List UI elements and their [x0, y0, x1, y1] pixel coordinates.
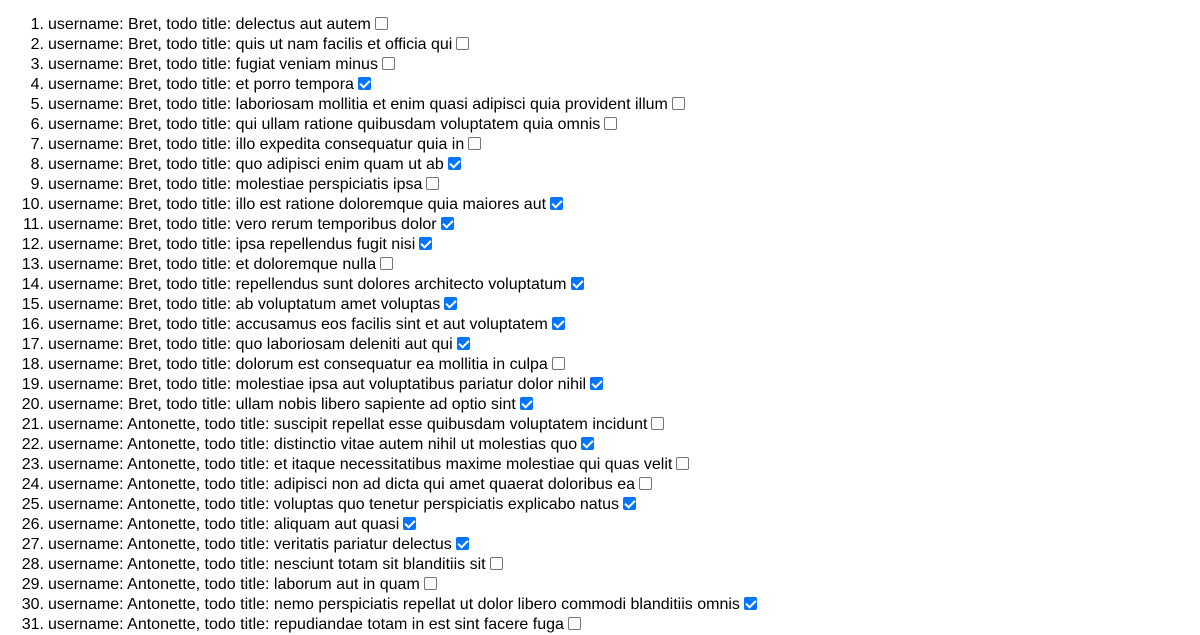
todo-item-number: 11.	[22, 216, 44, 233]
todo-completed-checkbox[interactable]	[520, 397, 533, 410]
todo-completed-checkbox[interactable]	[468, 137, 481, 150]
todo-item-number: 5.	[30, 96, 44, 113]
todo-item-label: username: Antonette, todo title: suscipit repellat esse quibusdam voluptatem incidunt	[48, 416, 648, 433]
todo-completed-checkbox[interactable]	[676, 457, 689, 470]
todo-item-label: username: Bret, todo title: quo laboriosam deleniti aut qui	[48, 336, 453, 353]
todo-item-label: username: Bret, todo title: repellendus sunt dolores architecto voluptatum	[48, 276, 567, 293]
todo-item-label: username: Antonette, todo title: repudiandae totam in est sint facere fuga	[48, 616, 564, 633]
todo-completed-checkbox[interactable]	[552, 317, 565, 330]
todo-item	[0, 55, 757, 75]
todo-item	[0, 375, 757, 395]
todo-item-number: 24.	[21, 476, 44, 493]
todo-item	[0, 595, 757, 615]
todo-item-label: username: Antonette, todo title: veritatis pariatur delectus	[48, 536, 452, 553]
todo-item-label: username: Bret, todo title: accusamus eos facilis sint et aut voluptatem	[48, 316, 548, 333]
todo-item-number: 18.	[21, 356, 44, 373]
todo-item	[0, 395, 757, 415]
todo-completed-checkbox[interactable]	[490, 557, 503, 570]
todo-item-label: username: Bret, todo title: fugiat veniam minus	[48, 56, 378, 73]
todo-item-label: username: Bret, todo title: quo adipisci enim quam ut ab	[48, 156, 444, 173]
todo-completed-checkbox[interactable]	[604, 117, 617, 130]
todo-completed-checkbox[interactable]	[651, 417, 664, 430]
todo-completed-checkbox[interactable]	[380, 257, 393, 270]
todo-item-label: username: Bret, todo title: molestiae perspiciatis ipsa	[48, 176, 423, 193]
todo-item	[0, 295, 757, 315]
todo-item	[0, 455, 757, 475]
todo-item-label: username: Antonette, todo title: nesciunt totam sit blanditiis sit	[48, 556, 486, 573]
todo-item-label: username: Bret, todo title: et doloremque nulla	[48, 256, 377, 273]
todo-item-number: 28.	[21, 556, 44, 573]
todo-completed-checkbox[interactable]	[590, 377, 603, 390]
todo-item-label: username: Bret, todo title: ullam nobis libero sapiente ad optio sint	[48, 396, 516, 413]
todo-completed-checkbox[interactable]	[448, 157, 461, 170]
todo-item-number: 1.	[30, 16, 44, 33]
todo-item-number: 22.	[21, 436, 44, 453]
todo-item-number: 23.	[21, 456, 44, 473]
todo-completed-checkbox[interactable]	[672, 97, 685, 110]
todo-completed-checkbox[interactable]	[623, 497, 636, 510]
todo-completed-checkbox[interactable]	[568, 617, 581, 630]
todo-item	[0, 35, 757, 55]
todo-item-number: 4.	[30, 76, 44, 93]
todo-item-number: 19.	[21, 376, 44, 393]
todo-item-number: 2.	[30, 36, 44, 53]
todo-item	[0, 135, 757, 155]
todo-item-label: username: Bret, todo title: ipsa repellendus fugit nisi	[48, 236, 416, 253]
todo-item-number: 16.	[21, 316, 44, 333]
todo-item-label: username: Antonette, todo title: voluptas quo tenetur perspiciatis explicabo natus	[48, 496, 620, 513]
todo-item-number: 6.	[30, 116, 44, 133]
todo-item	[0, 335, 757, 355]
todo-item	[0, 415, 757, 435]
todo-item	[0, 115, 757, 135]
todo-item	[0, 495, 757, 515]
todo-item	[0, 575, 757, 595]
todo-completed-checkbox[interactable]	[457, 337, 470, 350]
todo-completed-checkbox[interactable]	[744, 597, 757, 610]
todo-item-number: 12.	[21, 236, 44, 253]
todo-item	[0, 15, 757, 35]
todo-item	[0, 195, 757, 215]
todo-item	[0, 315, 757, 335]
todo-item-number: 10.	[21, 196, 44, 213]
todo-item	[0, 255, 757, 275]
todo-item	[0, 275, 757, 295]
todo-completed-checkbox[interactable]	[550, 197, 563, 210]
todo-item-label: username: Bret, todo title: illo expedita consequatur quia in	[48, 136, 465, 153]
todo-item	[0, 175, 757, 195]
todo-item	[0, 475, 757, 495]
todo-completed-checkbox[interactable]	[552, 357, 565, 370]
todo-item-number: 30.	[21, 596, 44, 613]
todo-item	[0, 235, 757, 255]
todo-completed-checkbox[interactable]	[358, 77, 371, 90]
todo-item-number: 25.	[21, 496, 44, 513]
todo-item	[0, 535, 757, 555]
todo-completed-checkbox[interactable]	[419, 237, 432, 250]
todo-completed-checkbox[interactable]	[382, 57, 395, 70]
todo-completed-checkbox[interactable]	[426, 177, 439, 190]
todo-item-label: username: Bret, todo title: qui ullam ratione quibusdam voluptatem quia omnis	[48, 116, 601, 133]
todo-item	[0, 215, 757, 235]
todo-item-label: username: Bret, todo title: dolorum est consequatur ea mollitia in culpa	[48, 356, 548, 373]
todo-item-number: 17.	[21, 336, 44, 353]
todo-item-number: 29.	[21, 576, 44, 593]
todo-item	[0, 355, 757, 375]
todo-item-label: username: Antonette, todo title: adipisci non ad dicta qui amet quaerat doloribus ea	[48, 476, 636, 493]
todo-item	[0, 615, 757, 635]
todo-item	[0, 515, 757, 535]
todo-item-label: username: Bret, todo title: laboriosam mollitia et enim quasi adipisci quia provident illum	[48, 96, 668, 113]
todo-item-label: username: Bret, todo title: molestiae ipsa aut voluptatibus pariatur dolor nihil	[48, 376, 587, 393]
todo-item-label: username: Antonette, todo title: laborum aut in quam	[48, 576, 420, 593]
todo-item-label: username: Antonette, todo title: aliquam aut quasi	[48, 516, 400, 533]
todo-completed-checkbox[interactable]	[441, 217, 454, 230]
todo-item-label: username: Antonette, todo title: nemo perspiciatis repellat ut dolor libero commodi blanditiis omnis	[48, 596, 740, 613]
todo-item-number: 3.	[30, 56, 44, 73]
todo-item-number: 20.	[21, 396, 44, 413]
todo-item-label: username: Bret, todo title: quis ut nam facilis et officia qui	[48, 36, 453, 53]
todo-item-number: 26.	[21, 516, 44, 533]
todo-item-number: 27.	[21, 536, 44, 553]
todo-item-number: 9.	[30, 176, 44, 193]
todo-completed-checkbox[interactable]	[403, 517, 416, 530]
todo-item-label: username: Bret, todo title: et porro tempora	[48, 76, 354, 93]
todo-completed-checkbox[interactable]	[639, 477, 652, 490]
todo-item-number: 7.	[30, 136, 44, 153]
todo-completed-checkbox[interactable]	[424, 577, 437, 590]
todo-item	[0, 555, 757, 575]
todo-item-number: 31.	[21, 616, 44, 633]
todo-item-number: 15.	[21, 296, 44, 313]
todo-list	[0, 15, 757, 635]
todo-item-number: 14.	[21, 276, 44, 293]
todo-completed-checkbox[interactable]	[456, 537, 469, 550]
todo-item-label: username: Bret, todo title: ab voluptatum amet voluptas	[48, 296, 441, 313]
todo-item-number: 8.	[30, 156, 44, 173]
todo-item-label: username: Antonette, todo title: et itaque necessitatibus maxime molestiae qui quas velit	[48, 456, 673, 473]
todo-item-label: username: Bret, todo title: illo est ratione doloremque quia maiores aut	[48, 196, 547, 213]
todo-completed-checkbox[interactable]	[444, 297, 457, 310]
todo-item	[0, 155, 757, 175]
todo-completed-checkbox[interactable]	[581, 437, 594, 450]
todo-item-number: 21.	[21, 416, 44, 433]
todo-completed-checkbox[interactable]	[456, 37, 469, 50]
todo-item-label: username: Bret, todo title: vero rerum temporibus dolor	[48, 216, 437, 233]
todo-item-label: username: Antonette, todo title: distinctio vitae autem nihil ut molestias quo	[48, 436, 578, 453]
todo-completed-checkbox[interactable]	[375, 17, 388, 30]
todo-item	[0, 75, 757, 95]
todo-item	[0, 95, 757, 115]
todo-item-label: username: Bret, todo title: delectus aut autem	[48, 16, 371, 33]
todo-completed-checkbox[interactable]	[571, 277, 584, 290]
todo-item	[0, 435, 757, 455]
todo-item-number: 13.	[21, 256, 44, 273]
